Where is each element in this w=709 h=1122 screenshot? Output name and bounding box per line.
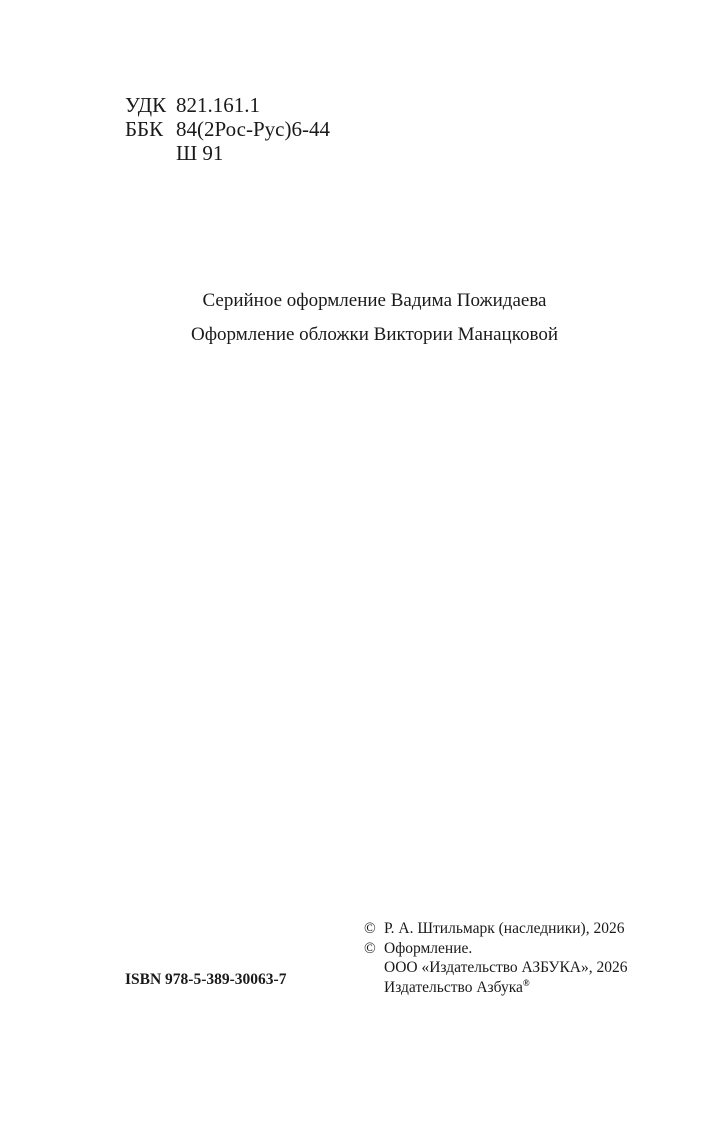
classification-block (125, 93, 330, 165)
author-mark: Ш 91 (176, 141, 224, 165)
author-mark-row (125, 141, 330, 165)
copyright-row-publisher (364, 958, 628, 978)
publisher-imprint-name: Издательство Азбука (384, 978, 523, 996)
udk-label: УДК (125, 93, 167, 117)
copyright-author: Р. А. Штильмарк (наследники), 2026 (384, 920, 625, 937)
bbk-row (125, 117, 330, 141)
copyright-row-imprint (364, 978, 628, 998)
bbk-label: ББК (125, 117, 164, 141)
bbk-value: 84(2Рос-Рус)6-44 (176, 117, 330, 141)
udk-value: 821.161.1 (176, 93, 260, 117)
cover-design-credit: Оформление обложки Виктории Манацковой (190, 324, 558, 345)
publisher-imprint (384, 978, 530, 998)
copyright-indent (364, 958, 384, 978)
copyright-symbol: © (364, 920, 376, 937)
udk-row (125, 93, 330, 117)
design-credits (0, 284, 709, 352)
registered-mark: ® (522, 977, 530, 988)
copyright-block (364, 919, 628, 997)
isbn-number: ISBN 978-5-389-30063-7 (125, 971, 287, 988)
copyright-indent (364, 978, 384, 998)
copyright-publisher: ООО «Издательство АЗБУКА», 2026 (384, 959, 628, 976)
author-mark-spacer (125, 141, 176, 165)
copyright-symbol: © (364, 939, 376, 957)
copyright-design: Оформление. (384, 939, 473, 957)
copyright-row-design (364, 939, 628, 959)
copyright-row-author (364, 919, 628, 939)
series-design-credit: Серийное оформление Вадима Пожидаева (202, 290, 547, 311)
